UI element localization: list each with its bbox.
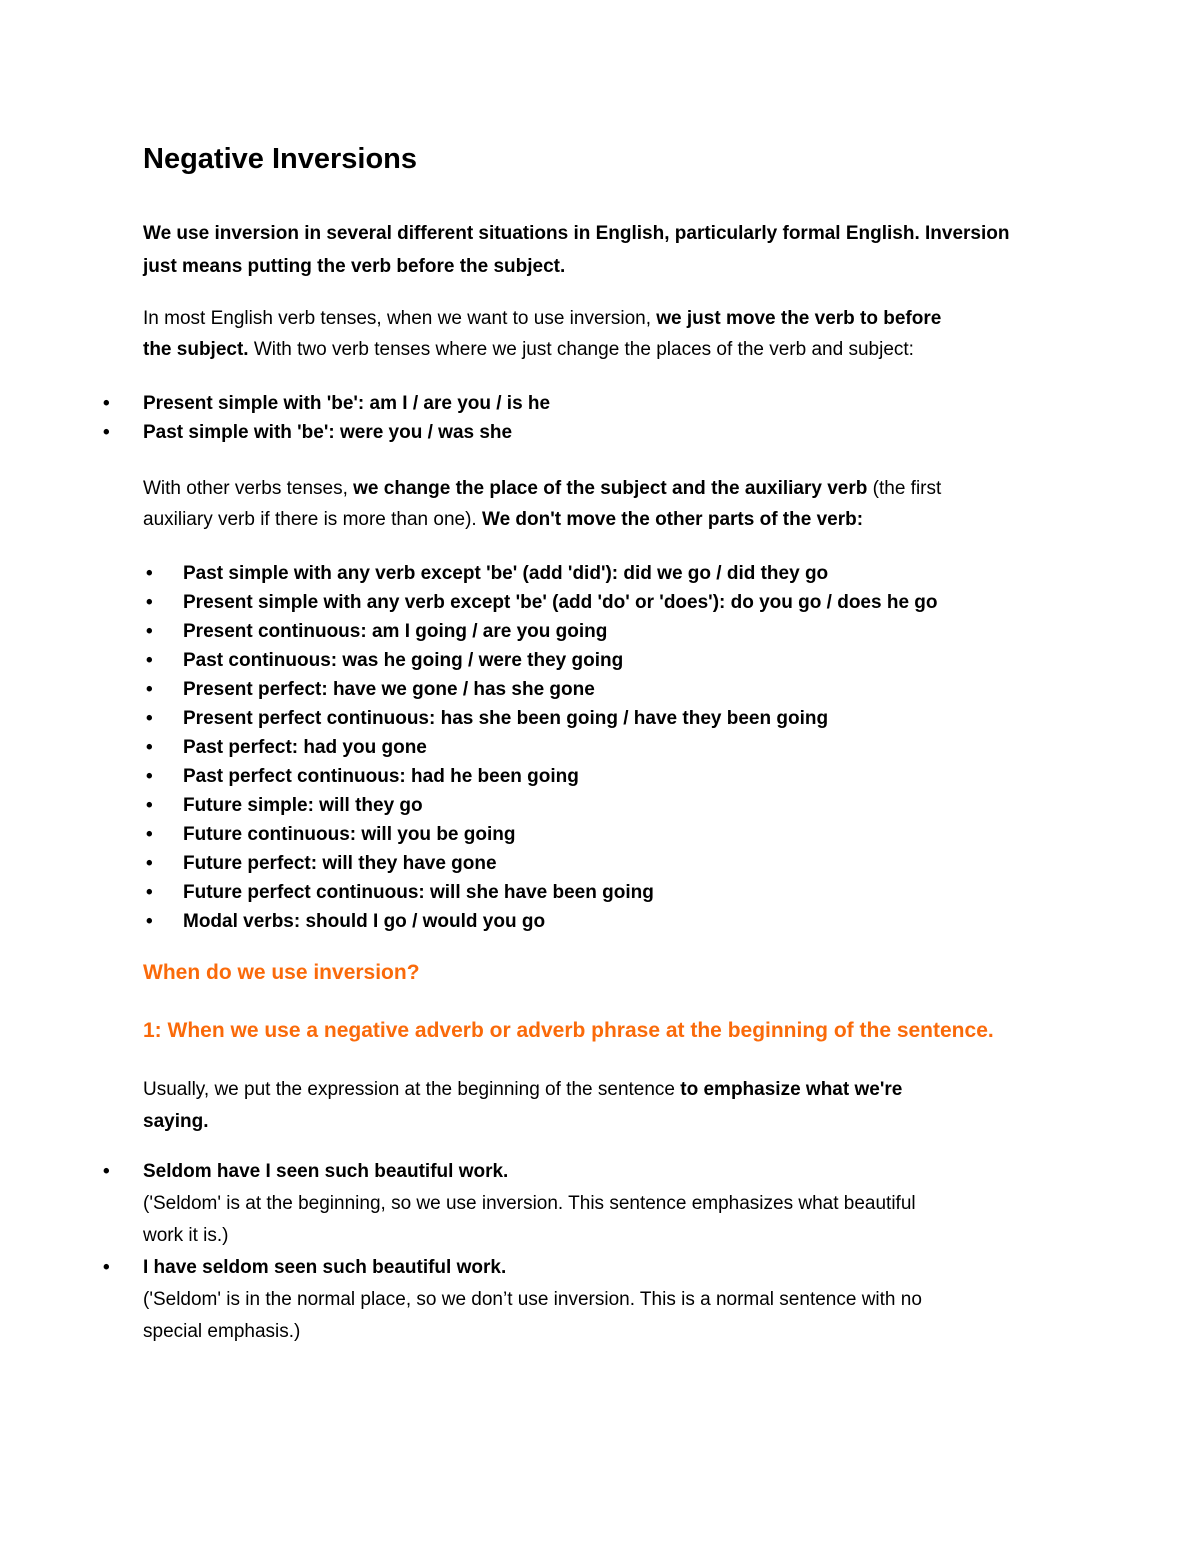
list-item: • Past simple with any verb except 'be' (add 'did'): did we go / did they go — [143, 559, 1160, 588]
other-verbs-regular-run: With other verbs tenses, — [143, 478, 354, 499]
list-item: • Past perfect continuous: had he been going — [143, 762, 1160, 791]
usually-regular-run: Usually, we put the expression at the beginning of the sentence — [143, 1079, 681, 1100]
usually-bold-run-2: saying. — [143, 1111, 209, 1132]
tense-examples-list — [143, 559, 1160, 936]
page-title: Negative Inversions — [143, 143, 417, 175]
example-note-line: ('Seldom' is at the beginning, so we use inversion. This sentence emphasizes what beautiful — [143, 1193, 916, 1214]
list-item: • Present simple with any verb except 'be' (add 'do' or 'does'): do you go / does he go — [143, 588, 1160, 617]
other-verbs-regular-run-3: auxiliary verb if there is more than one). — [143, 509, 482, 530]
move-verb-regular-run-2: With two verb tenses where we just change the places of the verb and subject: — [248, 339, 914, 360]
list-item: • Future perfect continuous: will she have been going — [143, 878, 1160, 907]
example-sentence: I have seldom seen such beautiful work. — [143, 1257, 507, 1278]
example-note-line: special emphasis.) — [143, 1321, 301, 1342]
list-item: • Present perfect continuous: has she been going / have they been going — [143, 704, 1160, 733]
example-item — [143, 1156, 1160, 1252]
heading-rule-1: 1: When we use a negative adverb or adverb phrase at the beginning of the sentence. — [143, 1019, 994, 1042]
list-item: • Present simple with 'be': am I / are you / is he — [143, 389, 1160, 418]
be-tense-list — [143, 389, 1160, 447]
list-item: • Past continuous: was he going / were they going — [143, 646, 1160, 675]
list-item: • Future perfect: will they have gone — [143, 849, 1160, 878]
other-verbs-bold-run: we change the place of the subject and the auxiliary verb — [353, 478, 868, 499]
example-sentence: Seldom have I seen such beautiful work. — [143, 1161, 509, 1182]
paragraph-usually — [143, 1074, 1160, 1138]
move-verb-regular-run: In most English verb tenses, when we want to use inversion, — [143, 308, 657, 329]
list-item: • Modal verbs: should I go / would you go — [143, 907, 1160, 936]
example-note-line: ('Seldom' is in the normal place, so we don’t use inversion. This is a normal sentence with no — [143, 1289, 922, 1310]
intro-line-2: just means putting the verb before the subject. — [143, 256, 566, 277]
other-verbs-bold-run-2: We don't move the other parts of the verb: — [482, 509, 864, 530]
paragraph-move-verb — [143, 303, 1160, 365]
paragraph-other-verbs — [143, 473, 1160, 535]
example-item — [143, 1252, 1160, 1348]
example-sentence-list — [143, 1156, 1160, 1348]
usually-bold-run: to emphasize what we're — [680, 1079, 903, 1100]
list-item: • Future continuous: will you be going — [143, 820, 1160, 849]
paragraph-intro — [143, 217, 1160, 283]
intro-line-1: We use inversion in several different situations in English, particularly formal English. Inversion — [143, 223, 1010, 244]
move-verb-bold-run: we just move the verb to before — [656, 308, 942, 329]
list-item: • Past simple with 'be': were you / was she — [143, 418, 1160, 447]
other-verbs-regular-run-2: (the first — [867, 478, 942, 499]
list-item: • Past perfect: had you gone — [143, 733, 1160, 762]
list-item: • Future simple: will they go — [143, 791, 1160, 820]
list-item: • Present perfect: have we gone / has she gone — [143, 675, 1160, 704]
move-verb-bold-run-2: the subject. — [143, 339, 249, 360]
example-note-line: work it is.) — [143, 1225, 229, 1246]
list-item: • Present continuous: am I going / are you going — [143, 617, 1160, 646]
heading-when-do-we-use-inversion: When do we use inversion? — [143, 961, 420, 984]
